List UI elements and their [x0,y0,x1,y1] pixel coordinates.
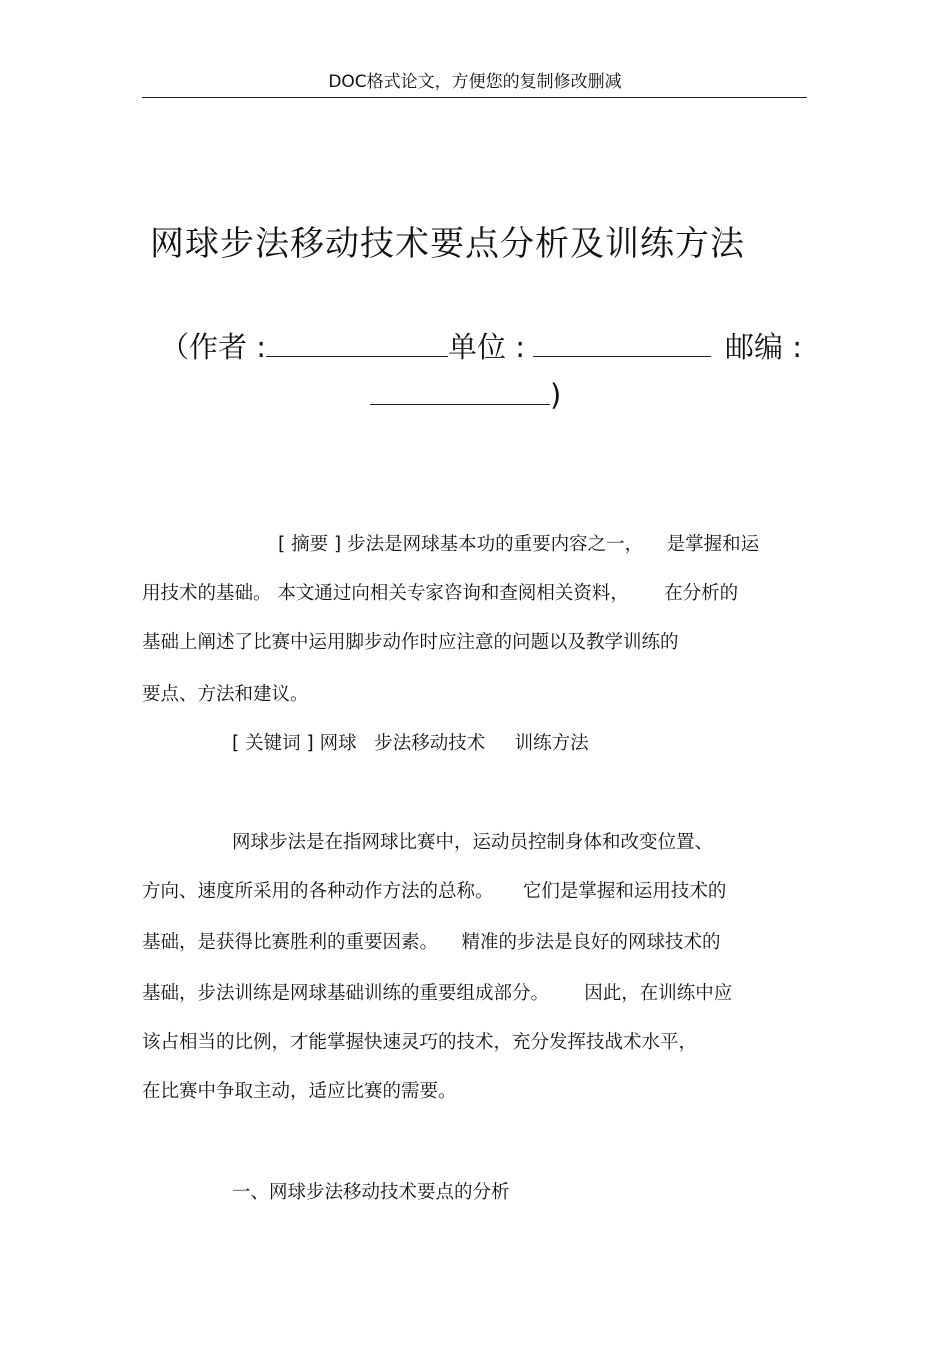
unit-blank [533,326,711,357]
postcode-label: 邮编 : [725,330,802,364]
abstract-line [142,628,679,654]
keywords [232,729,589,755]
abstract-line-text: 基础上阐述了比赛中运用脚步动作时应注意的问题以及教学训练的 [142,632,679,653]
author-label: （作者 : [160,330,266,364]
author-blank [266,326,448,357]
intro-line [142,877,726,903]
keywords-text: [ 关键词 ] 网球 步法移动技术 训练方法 [232,733,589,754]
section-heading [232,1178,510,1204]
abstract-line-text: 要点、方法和建议。 [142,684,309,705]
abstract-line [142,579,738,605]
intro-line-text: 网球步法是在指网球比赛中，运动员控制身体和改变位置、 [232,832,714,853]
intro-line-text: 在比赛中争取主动，适应比赛的需要。 [142,1081,457,1102]
header-text: DOC格式论文，方便您的复制修改删减 [328,72,622,92]
header-divider [142,97,807,98]
intro-line [142,1028,697,1054]
intro-line [142,1077,457,1103]
intro-line-text: 该占相当的比例，才能掌握快速灵巧的技术，充分发挥技战术水平， [142,1032,698,1053]
intro-line-text: 方向、速度所采用的各种动作方法的总称。 它们是掌握和运用技术的 [142,881,727,902]
section-heading-text: 一、网球步法移动技术要点的分析 [232,1182,510,1203]
document-title: 网球步法移动技术要点分析及训练方法 [150,224,745,264]
abstract-line-text: [ 摘要 ] 步法是网球基本功的重要内容之一， 是掌握和运 [278,534,760,555]
intro-line [142,979,732,1005]
abstract-line-text: 用技术的基础。 本文通过向相关专家咨询和查阅相关资料， 在分析的 [142,583,739,604]
abstract-line [278,530,759,556]
unit-label: 单位 : [448,330,525,364]
intro-line-text: 基础，步法训练是网球基础训练的重要组成部分。 因此，在训练中应 [142,983,733,1004]
intro-line [232,828,713,854]
postcode-blank [370,374,550,405]
byline-close: ) [550,378,562,412]
intro-line [142,928,721,954]
abstract-line [142,680,309,706]
intro-line-text: 基础，是获得比赛胜利的重要因素。 精准的步法是良好的网球技术的 [142,932,721,953]
byline-line-1 [160,326,802,367]
byline-line-2 [370,374,561,415]
